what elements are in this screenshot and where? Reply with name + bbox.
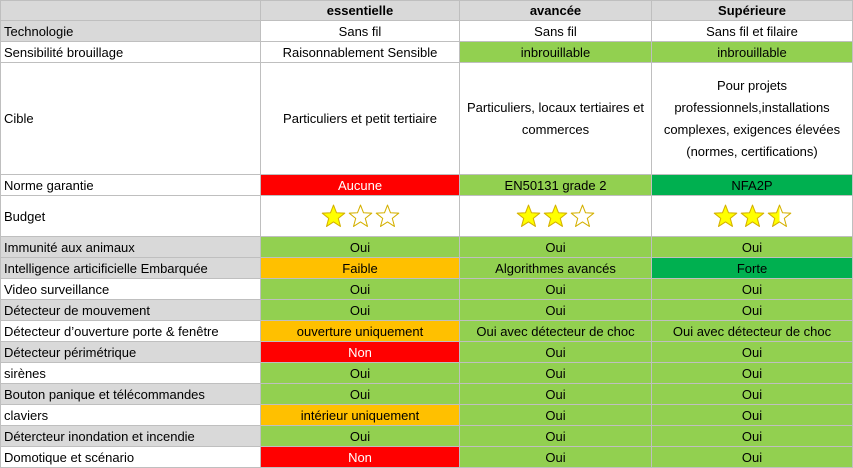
cell-superieure: NFA2P xyxy=(652,175,853,196)
cell-essentielle: Faible xyxy=(261,258,460,279)
row-label: Video surveillance xyxy=(1,279,261,300)
cell-essentielle: Particuliers et petit tertiaire xyxy=(261,63,460,175)
cell-essentielle: Non xyxy=(261,447,460,468)
cell-superieure: Oui xyxy=(652,426,853,447)
table-body xyxy=(1,21,853,468)
row-label: sirènes xyxy=(1,363,261,384)
table-row xyxy=(1,300,853,321)
table-row xyxy=(1,21,853,42)
cell-superieure: Oui avec détecteur de choc xyxy=(652,321,853,342)
cell-avancee xyxy=(460,196,652,237)
cell-essentielle: Oui xyxy=(261,363,460,384)
cell-superieure: Pour projets professionnels,installations complexes, exigences élevées (normes, certifications) xyxy=(652,63,853,175)
header-row xyxy=(1,1,853,21)
star-filled-icon xyxy=(321,204,346,228)
table-row xyxy=(1,42,853,63)
row-label: Détecteur périmétrique xyxy=(1,342,261,363)
cell-avancee: Algorithmes avancés xyxy=(460,258,652,279)
row-label: Sensibilité brouillage xyxy=(1,42,261,63)
cell-avancee: Oui xyxy=(460,279,652,300)
cell-avancee: Oui xyxy=(460,447,652,468)
table-row xyxy=(1,363,853,384)
star-half-icon xyxy=(767,204,792,228)
header-essentielle: essentielle xyxy=(261,1,460,21)
star-filled-icon xyxy=(713,204,738,228)
star-empty-icon xyxy=(375,204,400,228)
cell-superieure: Oui xyxy=(652,384,853,405)
cell-essentielle: Sans fil xyxy=(261,21,460,42)
cell-avancee: Oui xyxy=(460,426,652,447)
cell-essentielle: Oui xyxy=(261,279,460,300)
table-row xyxy=(1,321,853,342)
cell-essentielle: Non xyxy=(261,342,460,363)
cell-superieure: Oui xyxy=(652,300,853,321)
table-row xyxy=(1,342,853,363)
cell-avancee: EN50131 grade 2 xyxy=(460,175,652,196)
star-filled-icon xyxy=(516,204,541,228)
row-label: Cible xyxy=(1,63,261,175)
cell-superieure: Oui xyxy=(652,342,853,363)
row-label: Domotique et scénario xyxy=(1,447,261,468)
cell-avancee: Oui xyxy=(460,384,652,405)
cell-superieure: inbrouillable xyxy=(652,42,853,63)
table-row xyxy=(1,237,853,258)
star-filled-icon xyxy=(543,204,568,228)
header-corner xyxy=(1,1,261,21)
cell-avancee: inbrouillable xyxy=(460,42,652,63)
star-rating xyxy=(321,204,400,228)
cell-superieure xyxy=(652,196,853,237)
cell-avancee: Sans fil xyxy=(460,21,652,42)
cell-avancee: Oui xyxy=(460,300,652,321)
header-avancee: avancée xyxy=(460,1,652,21)
row-label: Immunité aux animaux xyxy=(1,237,261,258)
row-label: Budget xyxy=(1,196,261,237)
row-label: claviers xyxy=(1,405,261,426)
table-row xyxy=(1,384,853,405)
cell-essentielle: intérieur uniquement xyxy=(261,405,460,426)
cell-superieure: Oui xyxy=(652,279,853,300)
row-label: Bouton panique et télécommandes xyxy=(1,384,261,405)
cell-superieure: Oui xyxy=(652,405,853,426)
cell-avancee: Oui xyxy=(460,363,652,384)
cell-superieure: Oui xyxy=(652,363,853,384)
cell-essentielle: Oui xyxy=(261,384,460,405)
row-label: Détercteur inondation et incendie xyxy=(1,426,261,447)
row-label: Intelligence articificielle Embarquée xyxy=(1,258,261,279)
cell-avancee: Oui avec détecteur de choc xyxy=(460,321,652,342)
cell-essentielle: Raisonnablement Sensible xyxy=(261,42,460,63)
table-row xyxy=(1,405,853,426)
table-row xyxy=(1,426,853,447)
table-row xyxy=(1,196,853,237)
row-label: Détecteur d’ouverture porte & fenêtre xyxy=(1,321,261,342)
star-rating xyxy=(713,204,792,228)
row-label: Norme garantie xyxy=(1,175,261,196)
star-rating xyxy=(516,204,595,228)
star-empty-icon xyxy=(570,204,595,228)
cell-essentielle: Oui xyxy=(261,426,460,447)
cell-avancee: Oui xyxy=(460,342,652,363)
star-filled-icon xyxy=(740,204,765,228)
cell-superieure: Oui xyxy=(652,237,853,258)
cell-essentielle: ouverture uniquement xyxy=(261,321,460,342)
cell-essentielle: Oui xyxy=(261,237,460,258)
table-row xyxy=(1,175,853,196)
row-label: Détecteur de mouvement xyxy=(1,300,261,321)
row-label: Technologie xyxy=(1,21,261,42)
table-row xyxy=(1,279,853,300)
cell-essentielle: Aucune xyxy=(261,175,460,196)
cell-avancee: Oui xyxy=(460,405,652,426)
cell-superieure: Forte xyxy=(652,258,853,279)
cell-avancee: Particuliers, locaux tertiaires et commerces xyxy=(460,63,652,175)
table-row xyxy=(1,63,853,175)
cell-avancee: Oui xyxy=(460,237,652,258)
header-superieure: Supérieure xyxy=(652,1,853,21)
table-row xyxy=(1,447,853,468)
cell-superieure: Sans fil et filaire xyxy=(652,21,853,42)
cell-superieure: Oui xyxy=(652,447,853,468)
cell-essentielle: Oui xyxy=(261,300,460,321)
table-row xyxy=(1,258,853,279)
star-empty-icon xyxy=(348,204,373,228)
cell-essentielle xyxy=(261,196,460,237)
